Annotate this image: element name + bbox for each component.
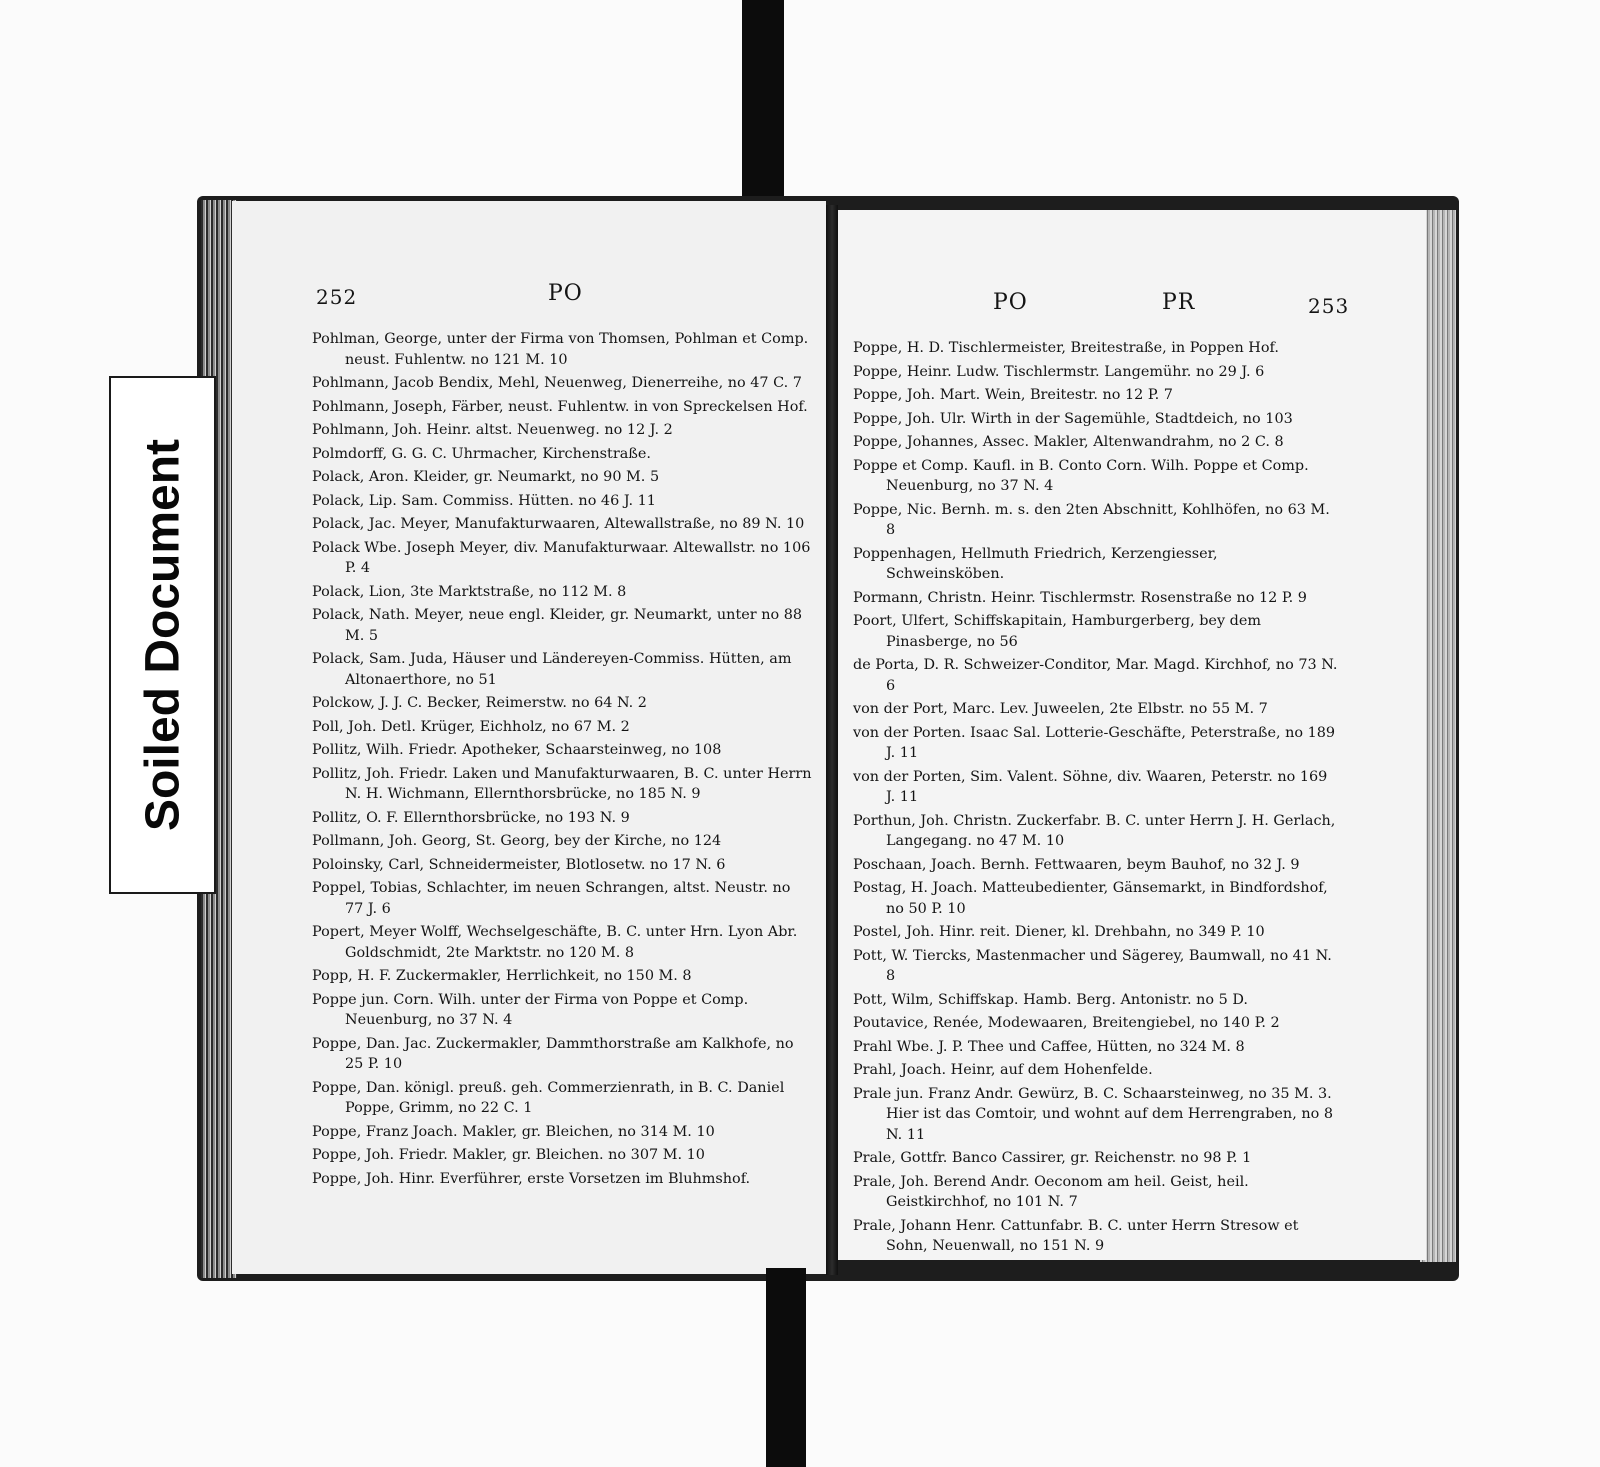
- book-gutter: [826, 205, 838, 1275]
- directory-entry: Poppe, Dan. Jac. Zuckermakler, Dammthorstraße am Kalkhofe, no 25 P. 10: [312, 1035, 794, 1072]
- directory-entry: Poppe, Franz Joach. Makler, gr. Bleichen, no 314 M. 10: [312, 1123, 715, 1140]
- directory-entries-right: [853, 338, 1338, 1260]
- running-head-left: [232, 281, 826, 311]
- directory-entry: Polack Wbe. Joseph Meyer, div. Manufakturwaar. Altewallstr. no 106 P. 4: [312, 539, 811, 576]
- left-page: [232, 201, 826, 1274]
- right-page: [838, 210, 1426, 1260]
- binding-strap-top: [742, 0, 784, 205]
- directory-entry: Pollmann, Joh. Georg, St. Georg, bey der Kirche, no 124: [312, 833, 722, 849]
- directory-entry: Poppe, Heinr. Ludw. Tischlermstr. Langemühr. no 29 J. 6: [853, 363, 1265, 380]
- directory-entry: Polack, Lion, 3te Marktstraße, no 112 M. 8: [312, 583, 627, 600]
- directory-entry: von der Porten, Sim. Valent. Söhne, div. Waaren, Peterstr. no 169 J. 11: [853, 768, 1328, 805]
- directory-entry: Poppe, Joh. Ulr. Wirth in der Sagemühle, Stadtdeich, no 103: [853, 410, 1293, 427]
- directory-entry: Polack, Nath. Meyer, neue engl. Kleider, gr. Neumarkt, unter no 88 M. 5: [312, 607, 803, 644]
- directory-entry: Poschaan, Joach. Bernh. Fettwaaren, beym Bauhof, no 32 J. 9: [853, 856, 1300, 873]
- directory-entries-left: [312, 329, 812, 1192]
- directory-entry: Postel, Joh. Hinr. reit. Diener, kl. Drehbahn, no 349 P. 10: [853, 924, 1265, 940]
- directory-entry: Pollitz, Wilh. Friedr. Apotheker, Schaarsteinweg, no 108: [312, 742, 722, 758]
- directory-entry: Postag, H. Joach. Matteubedienter, Gänsemarkt, in Bindfordshof, no 50 P. 10: [853, 880, 1328, 917]
- directory-entry: Poll, Joh. Detl. Krüger, Eichholz, no 67 M. 2: [312, 718, 630, 735]
- directory-entry: de Porta, D. R. Schweizer-Conditor, Mar. Magd. Kirchhof, no 73 N. 6: [853, 657, 1338, 694]
- directory-entry: Popp, H. F. Zuckermakler, Herrlichkeit, no 150 M. 8: [312, 968, 692, 984]
- directory-entry: Prale, Joh. Berend Andr. Oeconom am heil. Geist, heil. Geistkirchhof, no 101 N. 7: [853, 1173, 1249, 1210]
- directory-entry: Polack, Sam. Juda, Häuser und Ländereyen-Commiss. Hütten, am Altonaerthore, no 51: [312, 651, 792, 688]
- directory-entry: Poppe, Joh. Hinr. Everführer, erste Vorsetzen im Bluhmshof.: [312, 1170, 751, 1187]
- directory-entry: Prahl, Joach. Heinr, auf dem Hohenfelde.: [853, 1062, 1153, 1078]
- directory-entry: Prale, Johann Henr. Cattunfabr. B. C. unter Herrn Stresow et Sohn, Neuenwall, no 151 N. 9: [853, 1217, 1299, 1254]
- directory-entry: Porthun, Joh. Christn. Zuckerfabr. B. C. unter Herrn J. H. Gerlach, Langegang. no 47 M. 10: [853, 812, 1336, 849]
- directory-entry: Popert, Meyer Wolff, Wechselgeschäfte, B. C. unter Hrn. Lyon Abr. Goldschmidt, 2te Marktstr. no 120 M. 8: [312, 924, 798, 961]
- directory-entry: Polack, Aron. Kleider, gr. Neumarkt, no 90 M. 5: [312, 469, 660, 485]
- directory-entry: Poppel, Tobias, Schlachter, im neuen Schrangen, altst. Neustr. no 77 J. 6: [312, 880, 791, 917]
- directory-entry: Poort, Ulfert, Schiffskapitain, Hamburgerberg, bey dem Pinasberge, no 56: [853, 613, 1262, 650]
- directory-entry: Poutavice, Renée, Modewaaren, Breitengiebel, no 140 P. 2: [853, 1015, 1280, 1031]
- document-label-card: [109, 376, 216, 894]
- directory-entry: Poppe, Nic. Bernh. m. s. den 2ten Abschnitt, Kohlhöfen, no 63 M. 8: [853, 501, 1330, 538]
- directory-entry: Poloinsky, Carl, Schneidermeister, Blotlosetw. no 17 N. 6: [312, 856, 726, 873]
- directory-entry: Poppe, Johannes, Assec. Makler, Altenwandrahm, no 2 C. 8: [853, 434, 1284, 450]
- running-head-right: [838, 290, 1426, 320]
- directory-entry: Poppenhagen, Hellmuth Friedrich, Kerzengiesser, Schweinsköben.: [853, 545, 1218, 582]
- directory-entry: Poppe, Joh. Mart. Wein, Breitestr. no 12 P. 7: [853, 387, 1173, 403]
- document-label: Soiled Document: [136, 438, 190, 832]
- directory-entry: Polack, Jac. Meyer, Manufakturwaaren, Altewallstraße, no 89 N. 10: [312, 516, 805, 532]
- directory-entry: Pohlmann, Jacob Bendix, Mehl, Neuenweg, Dienerreihe, no 47 C. 7: [312, 375, 802, 391]
- directory-entry: Poppe, Dan. königl. preuß. geh. Commerzienrath, in B. C. Daniel Poppe, Grimm, no 22 C. 1: [312, 1079, 785, 1116]
- directory-entry: Poppe, Joh. Friedr. Makler, gr. Bleichen. no 307 M. 10: [312, 1147, 705, 1163]
- directory-entry: Poppe, H. D. Tischlermeister, Breitestraße, in Poppen Hof.: [853, 340, 1279, 356]
- directory-entry: Pollitz, O. F. Ellernthorsbrücke, no 193 N. 9: [312, 809, 630, 826]
- directory-entry: Pott, W. Tiercks, Mastenmacher und Sägerey, Baumwall, no 41 N. 8: [853, 947, 1332, 984]
- page-number-left: 252: [316, 285, 358, 309]
- directory-entry: Poppe jun. Corn. Wilh. unter der Firma von Poppe et Comp. Neuenburg, no 37 N. 4: [312, 991, 749, 1028]
- directory-entry: Pormann, Christn. Heinr. Tischlermstr. Rosenstraße no 12 P. 9: [853, 589, 1307, 606]
- directory-entry: Pott, Wilm, Schiffskap. Hamb. Berg. Antonistr. no 5 D.: [853, 991, 1248, 1008]
- running-head-letters-left: PO: [993, 290, 1028, 315]
- directory-entry: Pohlman, George, unter der Firma von Thomsen, Pohlman et Comp. neust. Fuhlentw. no 121 M. 10: [312, 331, 809, 368]
- running-head-letters-right: PR: [1162, 290, 1196, 315]
- directory-entry: Pohlmann, Joh. Heinr. altst. Neuenweg. no 12 J. 2: [312, 422, 673, 438]
- binding-strap-bottom: [766, 1268, 806, 1467]
- directory-entry: Prale, Gottfr. Banco Cassirer, gr. Reichenstr. no 98 P. 1: [853, 1150, 1252, 1166]
- directory-entry: Pohlmann, Joseph, Färber, neust. Fuhlentw. in von Spreckelsen Hof.: [312, 398, 808, 415]
- directory-entry: Prahl Wbe. J. P. Thee und Caffee, Hütten, no 324 M. 8: [853, 1038, 1245, 1055]
- directory-entry: Polack, Lip. Sam. Commiss. Hütten. no 46 J. 11: [312, 492, 656, 509]
- directory-entry: Polckow, J. J. C. Becker, Reimerstw. no 64 N. 2: [312, 695, 647, 711]
- directory-entry: von der Port, Marc. Lev. Juweelen, 2te Elbstr. no 55 M. 7: [853, 701, 1268, 717]
- directory-entry: Poppe et Comp. Kaufl. in B. Conto Corn. Wilh. Poppe et Comp. Neuenburg, no 37 N. 4: [853, 457, 1309, 494]
- directory-entry: von der Porten. Isaac Sal. Lotterie-Geschäfte, Peterstraße, no 189 J. 11: [853, 724, 1336, 761]
- directory-entry: Prale jun. Franz Andr. Gewürz, B. C. Schaarsteinweg, no 35 M. 3. Hier ist das Comtoir, und wohnt auf dem Herrengraben, no 8 N. 11: [853, 1085, 1334, 1143]
- running-head-letters: PO: [548, 281, 583, 306]
- directory-entry: Pollitz, Joh. Friedr. Laken und Manufakturwaaren, B. C. unter Herrn N. H. Wichmann, Ellernthorsbrücke, no 185 N. 9: [312, 765, 812, 802]
- page-number-right: 253: [1308, 294, 1350, 318]
- directory-entry: Polmdorff, G. G. C. Uhrmacher, Kirchenstraße.: [312, 445, 651, 462]
